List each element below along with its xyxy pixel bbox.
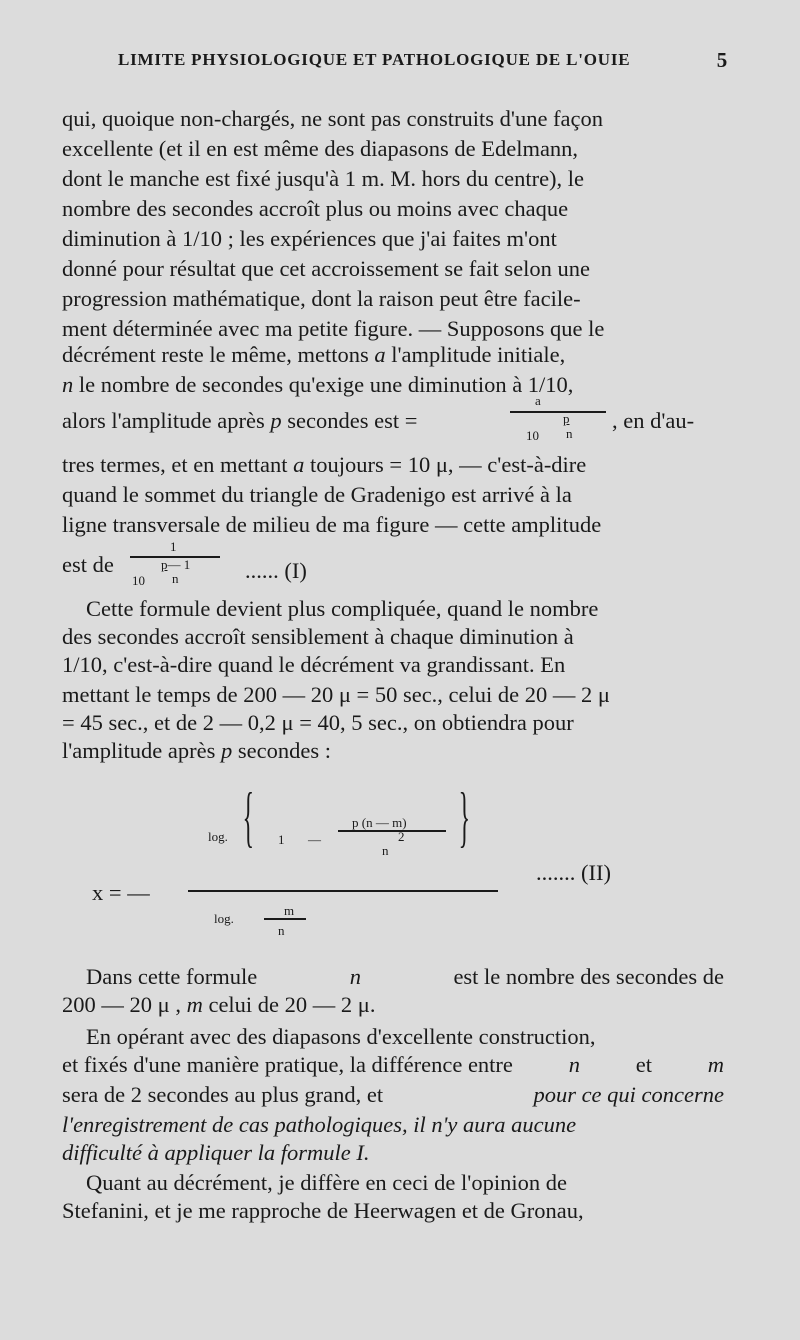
formula-label: ...... (I): [245, 558, 307, 583]
formula-n: n: [278, 923, 285, 938]
text-line: donné pour résultat que cet accroissement se fait selon une: [62, 256, 590, 281]
text-line: sera de 2 secondes au plus grand, et pour ce qui concerne: [62, 1082, 724, 1107]
formula1-exp-bottom: n: [566, 426, 573, 441]
main-fraction-bar: [188, 890, 498, 892]
formula-n: n: [382, 843, 389, 858]
log-label: log.: [208, 829, 228, 844]
var-n: n: [349, 964, 361, 989]
formula2-exp: p— 1: [161, 557, 191, 572]
var-n: n: [62, 372, 74, 397]
var-p: p: [270, 408, 282, 433]
text-line: = 45 sec., et de 2 — 0,2 μ = 40, 5 sec., on obtiendra pour: [62, 710, 574, 735]
formula-label: ....... (II): [536, 860, 611, 885]
text-line: décrément reste le même, mettons a l'amplitude initiale,: [62, 342, 566, 367]
formula2-numerator: 1: [170, 539, 177, 554]
text-line: Stefanini, et je me rapproche de Heerwagen et de Gronau,: [62, 1198, 584, 1223]
var-m: m: [707, 1052, 724, 1077]
text-line: tres termes, et en mettant a toujours = 10 μ, — c'est-à-dire: [62, 452, 587, 477]
formula1-numerator: a: [535, 393, 541, 408]
formula-pnm: p (n — m): [352, 815, 407, 830]
text-line: et fixés d'une manière pratique, la différence entre n et m: [62, 1050, 724, 1080]
text-line: progression mathématique, dont la raison peut être facile-: [62, 286, 581, 311]
header-title: LIMITE PHYSIOLOGIQUE ET PATHOLOGIQUE DE L'OUIE: [118, 50, 631, 69]
text-line: mettant le temps de 200 — 20 μ = 50 sec., celui de 20 — 2 μ: [62, 682, 610, 707]
text-line: nombre des secondes accroît plus ou moins avec chaque: [62, 196, 569, 221]
formula-minus: —: [308, 832, 321, 847]
text-line: 200 — 20 μ , m celui de 20 — 2 μ.: [62, 992, 376, 1017]
formula1-exp-top: p: [563, 411, 570, 426]
formula-lhs: x = —: [92, 880, 150, 905]
text-line: ment déterminée avec ma petite figure. — Supposons que le: [62, 316, 605, 341]
page-number: 5: [716, 48, 728, 72]
text-line: quand le sommet du triangle de Gradenigo est arrivé à la: [62, 482, 572, 507]
text-line: En opérant avec des diapasons d'excellente construction,: [86, 1024, 596, 1049]
running-header: [118, 50, 728, 76]
text-line: Cette formule devient plus compliquée, quand le nombre: [86, 596, 599, 621]
text-line: Dans cette formule n est le nombre des secondes de: [86, 962, 724, 992]
text-fragment: , en d'au-: [612, 408, 695, 433]
text-line: excellente (et il en est même des diapasons de Edelmann,: [62, 136, 579, 161]
log-label: log.: [214, 911, 234, 926]
formula-two: 2: [398, 829, 405, 844]
fraction-bar: [510, 411, 606, 413]
text-line: l'amplitude après p secondes :: [62, 738, 331, 763]
formula1-base: 10: [526, 428, 539, 443]
var-a: a: [374, 342, 386, 367]
var-p: p: [221, 738, 233, 763]
var-m: m: [186, 992, 203, 1017]
formula-m: m: [284, 903, 295, 918]
text-line: diminution à 1/10 ; les expériences que j'ai faites m'ont: [62, 226, 557, 251]
text-line: des secondes accroît sensiblement à chaque diminution à: [62, 624, 574, 649]
text-line: l'enregistrement de cas pathologiques, il n'y aura aucune: [62, 1112, 577, 1137]
text-line: n le nombre de secondes qu'exige une diminution à 1/10,: [62, 372, 574, 397]
formula2-base: 10: [132, 573, 145, 588]
text-line: difficulté à appliquer la formule I.: [62, 1140, 370, 1165]
var-n: n: [568, 1052, 580, 1077]
fraction-bar: [338, 830, 446, 832]
left-brace: {: [242, 778, 255, 854]
text-line: Quant au décrément, je diffère en ceci de l'opinion de: [86, 1170, 567, 1195]
formula2-exp-bottom: n: [172, 571, 179, 586]
text-line: dont le manche est fixé jusqu'à 1 m. M. hors du centre), le: [62, 166, 585, 191]
text-line: ligne transversale de milieu de ma figure — cette amplitude: [62, 512, 602, 537]
formula-one: 1: [278, 832, 285, 847]
text-line: 1/10, c'est-à-dire quand le décrément va grandissant. En: [62, 652, 566, 677]
var-a: a: [293, 452, 305, 477]
text-line: alors l'amplitude après p secondes est =: [62, 408, 418, 433]
text-fragment: est de: [62, 552, 114, 577]
fraction-bar: [264, 918, 306, 920]
text-line: qui, quoique non-chargés, ne sont pas construits d'une façon: [62, 106, 604, 131]
right-brace: }: [458, 778, 471, 854]
